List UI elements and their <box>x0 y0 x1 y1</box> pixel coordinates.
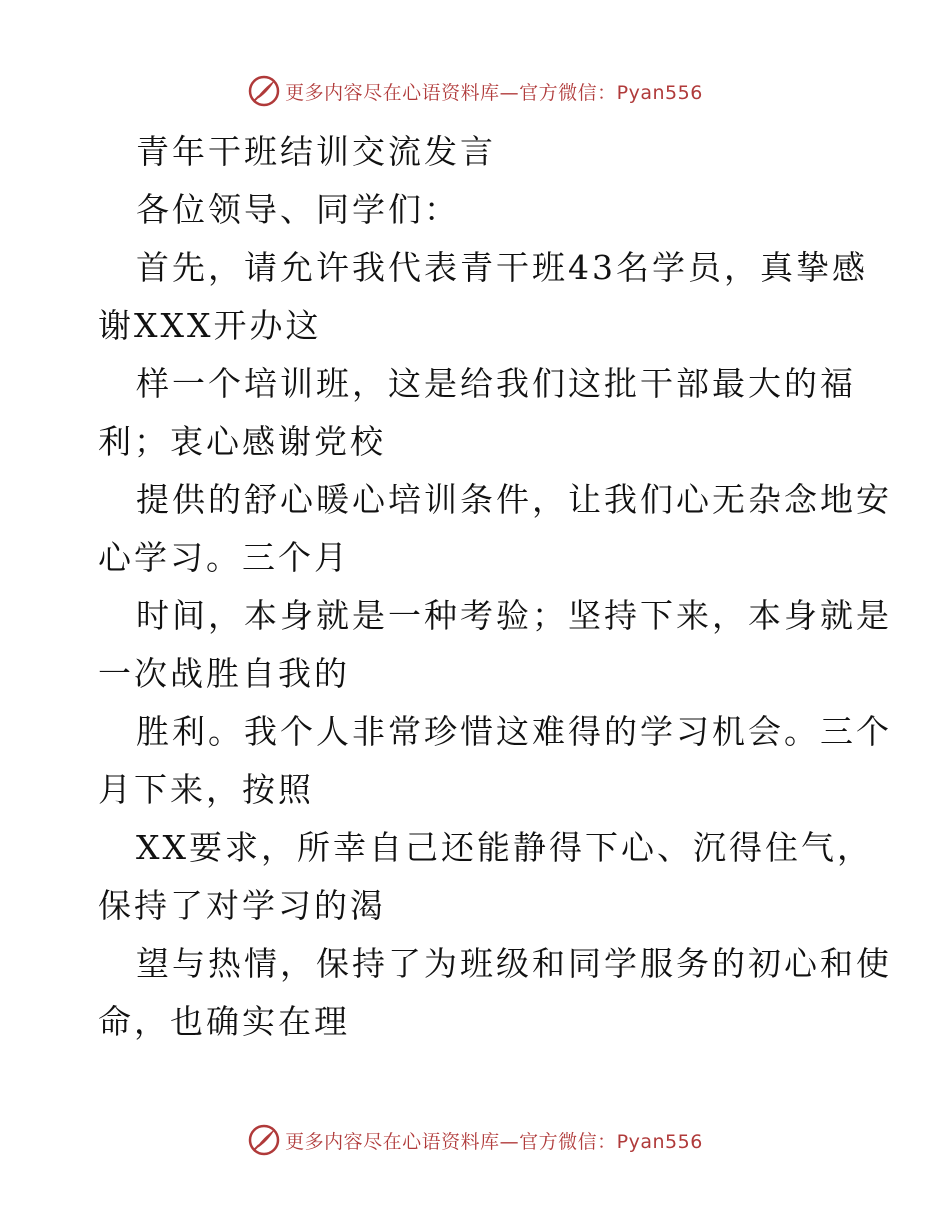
paragraph-line: 心学习。三个月 <box>98 538 350 577</box>
salutation: 各位领导、同学们： <box>136 190 460 229</box>
paragraph-line: 保持了对学习的渴 <box>98 886 386 925</box>
paragraph-line: 命，也确实在理 <box>98 1002 350 1041</box>
paragraph-line: XX要求，所幸自己还能静得下心、沉得住气， <box>136 828 873 867</box>
document-body <box>98 123 892 1051</box>
paragraph-line: 望与热情，保持了为班级和同学服务的初心和使 <box>136 944 892 983</box>
paragraph-line: 胜利。我个人非常珍惜这难得的学习机会。三个 <box>136 712 892 751</box>
paragraph-line: 利；衷心感谢党校 <box>98 422 386 461</box>
feather-pen-seal-icon <box>247 74 281 108</box>
paragraph-line: 谢XXX开办这 <box>98 306 322 345</box>
watermark-text: 更多内容尽在心语资料库—官方微信：Pyan556 <box>285 81 703 104</box>
paragraph-line: 时间，本身就是一种考验；坚持下来，本身就是 <box>136 596 892 635</box>
footer-watermark <box>0 1120 950 1160</box>
header-watermark <box>0 71 950 111</box>
paragraph-line: 一次战胜自我的 <box>98 654 350 693</box>
watermark-text: 更多内容尽在心语资料库—官方微信：Pyan556 <box>285 1130 703 1153</box>
paragraph-line: 首先，请允许我代表青干班43名学员，真挚感 <box>136 248 868 287</box>
document-title: 青年干班结训交流发言 <box>136 132 496 171</box>
paragraph-line: 样一个培训班，这是给我们这批干部最大的福 <box>136 364 856 403</box>
feather-pen-seal-icon <box>247 1123 281 1157</box>
paragraph-line: 月下来，按照 <box>98 770 314 809</box>
paragraph-line: 提供的舒心暖心培训条件，让我们心无杂念地安 <box>136 480 892 519</box>
